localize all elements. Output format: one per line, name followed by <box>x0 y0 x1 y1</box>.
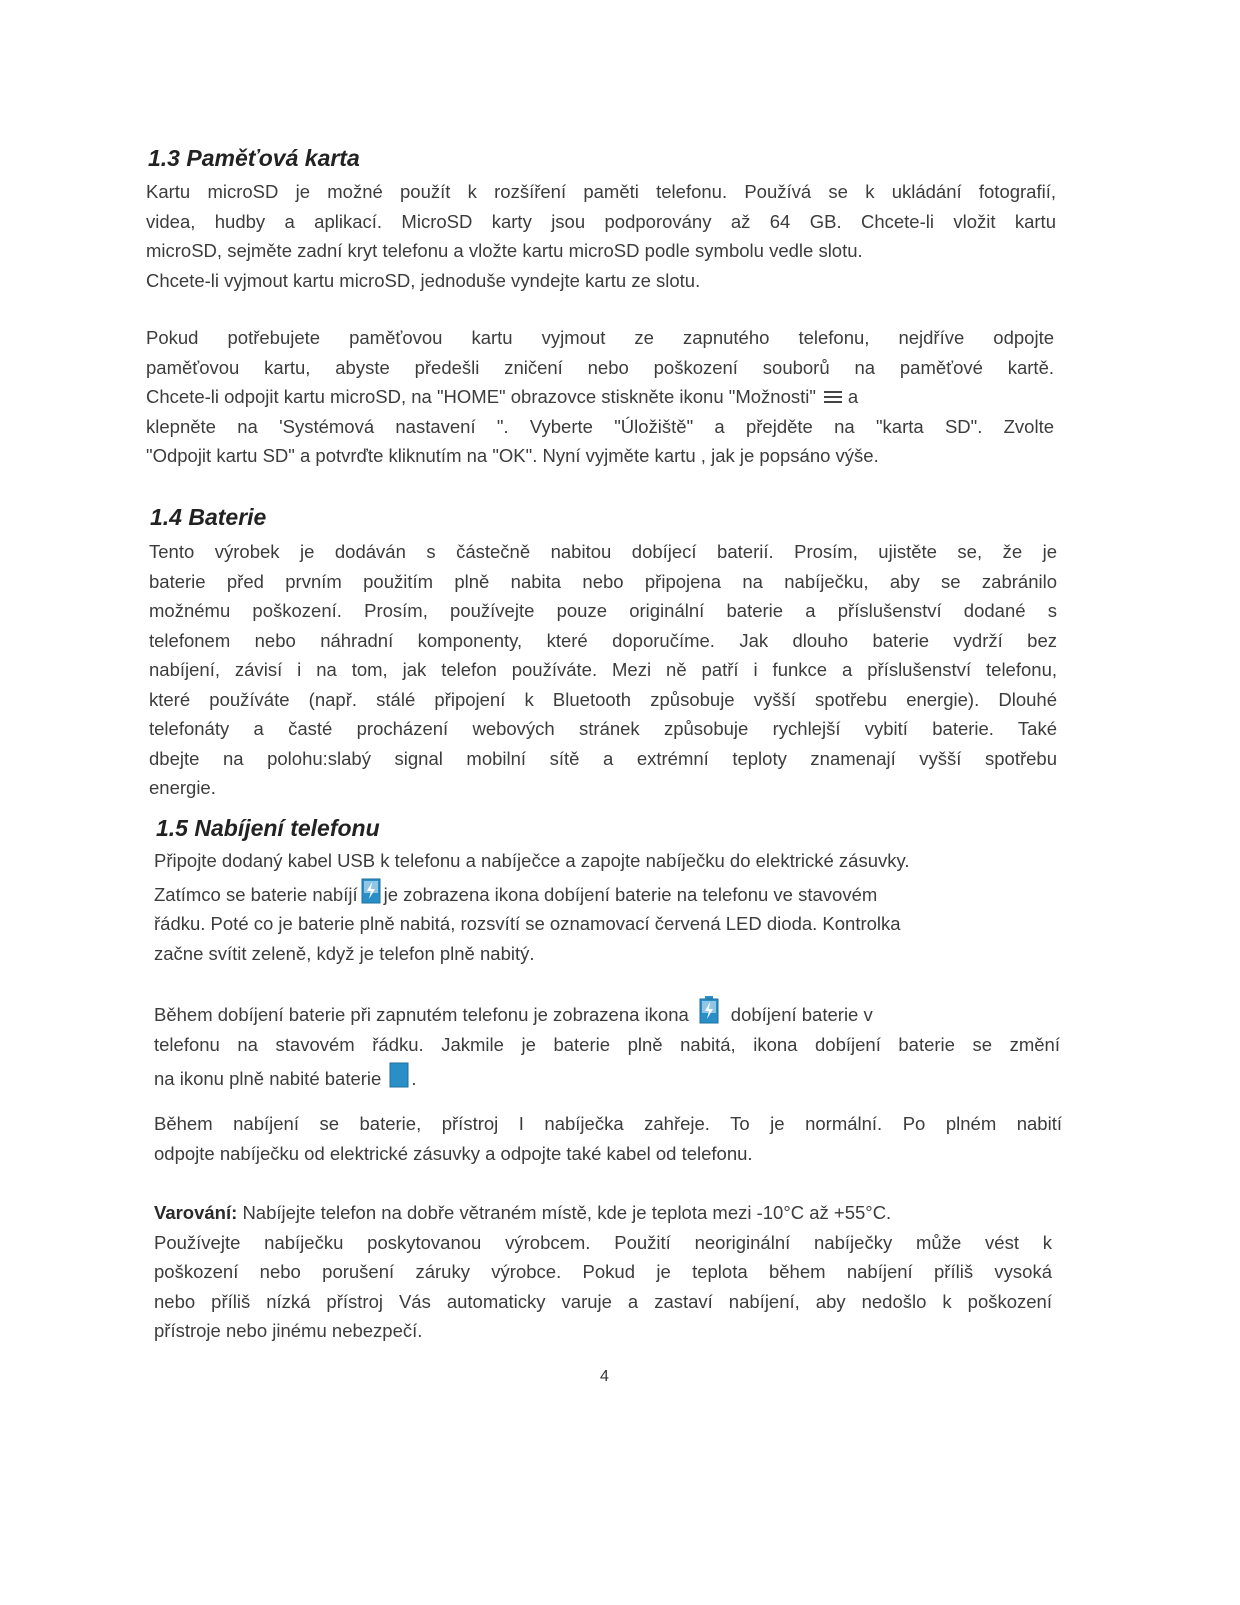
text-line <box>154 996 1060 1030</box>
text-line: Tento výrobek je dodáván s částečně nabitou dobíjecí baterií. Prosím, ujistěte se, že je <box>149 541 1057 562</box>
text-line: Pokud potřebujete paměťovou kartu vyjmout ze zapnutého telefonu, nejdříve odpojte <box>146 327 1054 348</box>
page-number: 4 <box>600 1368 609 1385</box>
text-line: telefonem nebo náhradní komponenty, které doporučíme. Jak dlouho baterie vydrží bez <box>149 629 1057 651</box>
text-line: paměťovou kartu, abyste předešli zničení nebo poškození souborů na paměťové kartě. <box>146 356 1054 378</box>
text-line: nabíjení, závisí i na tom, jak telefon používáte. Mezi ně patří i funkce a příslušenství telefonu, <box>149 659 1057 680</box>
menu-icon <box>824 390 842 404</box>
text-line: klepněte na 'Systémová nastavení ". Vyberte "Úložiště" a přejděte na "karta SD". Zvolte <box>146 415 1054 437</box>
text-fragment: Zatímco se baterie nabíjí <box>154 883 358 905</box>
text-line <box>154 1198 1052 1228</box>
text-line: Používejte nabíječku poskytovanou výrobcem. Použití neoriginální nabíječky může vést k <box>154 1231 1052 1253</box>
text-fragment: je zobrazena ikona dobíjení baterie na telefonu ve stavovém <box>383 883 878 905</box>
text-line: Kartu microSD je možné použít k rozšíření paměti telefonu. Používá se k ukládání fotografií, <box>146 181 1056 202</box>
paragraph-battery <box>149 537 1057 803</box>
text-fragment: Chcete-li odpojit kartu microSD, na "HOME" obrazovce stiskněte ikonu "Možnosti" <box>146 386 816 407</box>
battery-full-icon <box>389 1062 409 1088</box>
text-line: videa, hudby a aplikací. MicroSD karty jsou podporovány až 64 GB. Chcete-li vložit kartu <box>146 210 1056 232</box>
text-fragment: na ikonu plně nabité baterie <box>154 1068 382 1089</box>
paragraph-charging-indicator <box>154 996 1060 1094</box>
warning-label: Varování: <box>154 1202 238 1223</box>
text-line: Během nabíjení se baterie, přístroj I nabíječka zahřeje. To je normální. Po plném nabití <box>154 1113 1062 1134</box>
battery-charging-icon <box>361 878 381 904</box>
text-fragment: a <box>847 386 859 407</box>
text-line <box>154 1062 1060 1094</box>
text-line: které používáte (např. stálé připojení k Bluetooth způsobuje vyšší spotřebu energie). Dlouhé <box>149 688 1057 710</box>
paragraph-memory-card-removal <box>146 323 1054 471</box>
text-fragment: dobíjení baterie v <box>730 1004 873 1025</box>
text-line: přístroje nebo jinému nebezpečí. <box>154 1320 423 1341</box>
paragraph-warning <box>154 1198 1052 1346</box>
text-line: energie. <box>149 777 216 798</box>
section-heading-memory-card: 1.3 Paměťová karta <box>148 145 360 171</box>
text-line: Chcete-li vyjmout kartu microSD, jednoduše vyndejte kartu ze slotu. <box>146 269 701 291</box>
text-line <box>154 878 1060 910</box>
text-line: řádku. Poté co je baterie plně nabitá, rozsvítí se oznamovací červená LED dioda. Kontrolka <box>154 913 901 934</box>
text-line: poškození nebo porušení záruky výrobce. Pokud je teplota během nabíjení příliš vysoká <box>154 1261 1052 1282</box>
paragraph-charging-connect <box>154 846 1060 968</box>
text-line: dbejte na polohu:slabý signal mobilní sítě a extrémní teploty znamenají vyšší spotřebu <box>149 747 1057 769</box>
text-fragment: . <box>411 1068 417 1089</box>
section-heading-charging: 1.5 Nabíjení telefonu <box>156 815 380 841</box>
text-fragment: Během dobíjení baterie při zapnutém telefonu je zobrazena ikona <box>154 1004 689 1025</box>
text-line: telefonáty a časté procházení webových stránek způsobuje rychlejší vybití baterie. Také <box>149 718 1057 739</box>
text-fragment: Nabíjejte telefon na dobře větraném místě, kde je teplota mezi -10°C až +55°C. <box>242 1202 892 1223</box>
text-line <box>146 382 1054 412</box>
section-heading-battery: 1.4 Baterie <box>150 504 267 530</box>
paragraph-memory-card-intro <box>146 177 1056 295</box>
battery-charging-icon <box>699 996 719 1024</box>
paragraph-charging-heat <box>154 1109 1062 1168</box>
text-line: odpojte nabíječku od elektrické zásuvky a odpojte také kabel od telefonu. <box>154 1142 753 1164</box>
text-line: nebo příliš nízká přístroj Vás automaticky varuje a zastaví nabíjení, aby nedošlo k poškození <box>154 1290 1052 1312</box>
text-line: "Odpojit kartu SD" a potvrďte kliknutím na "OK". Nyní vyjměte kartu , jak je popsáno výše. <box>146 445 879 466</box>
text-line: možnému poškození. Prosím, používejte pouze originální baterie a příslušenství dodané s <box>149 600 1057 621</box>
text-line: Připojte dodaný kabel USB k telefonu a nabíječce a zapojte nabíječku do elektrické zásuvky. <box>154 850 910 871</box>
text-line: microSD, sejměte zadní kryt telefonu a vložte kartu microSD podle symbolu vedle slotu. <box>146 240 863 261</box>
text-line: telefonu na stavovém řádku. Jakmile je baterie plně nabitá, ikona dobíjení baterie se změní <box>154 1033 1060 1055</box>
text-line: začne svítit zeleně, když je telefon plně nabitý. <box>154 942 535 964</box>
text-line: baterie před prvním použitím plně nabita nebo připojena na nabíječku, aby se zabránilo <box>149 570 1057 592</box>
